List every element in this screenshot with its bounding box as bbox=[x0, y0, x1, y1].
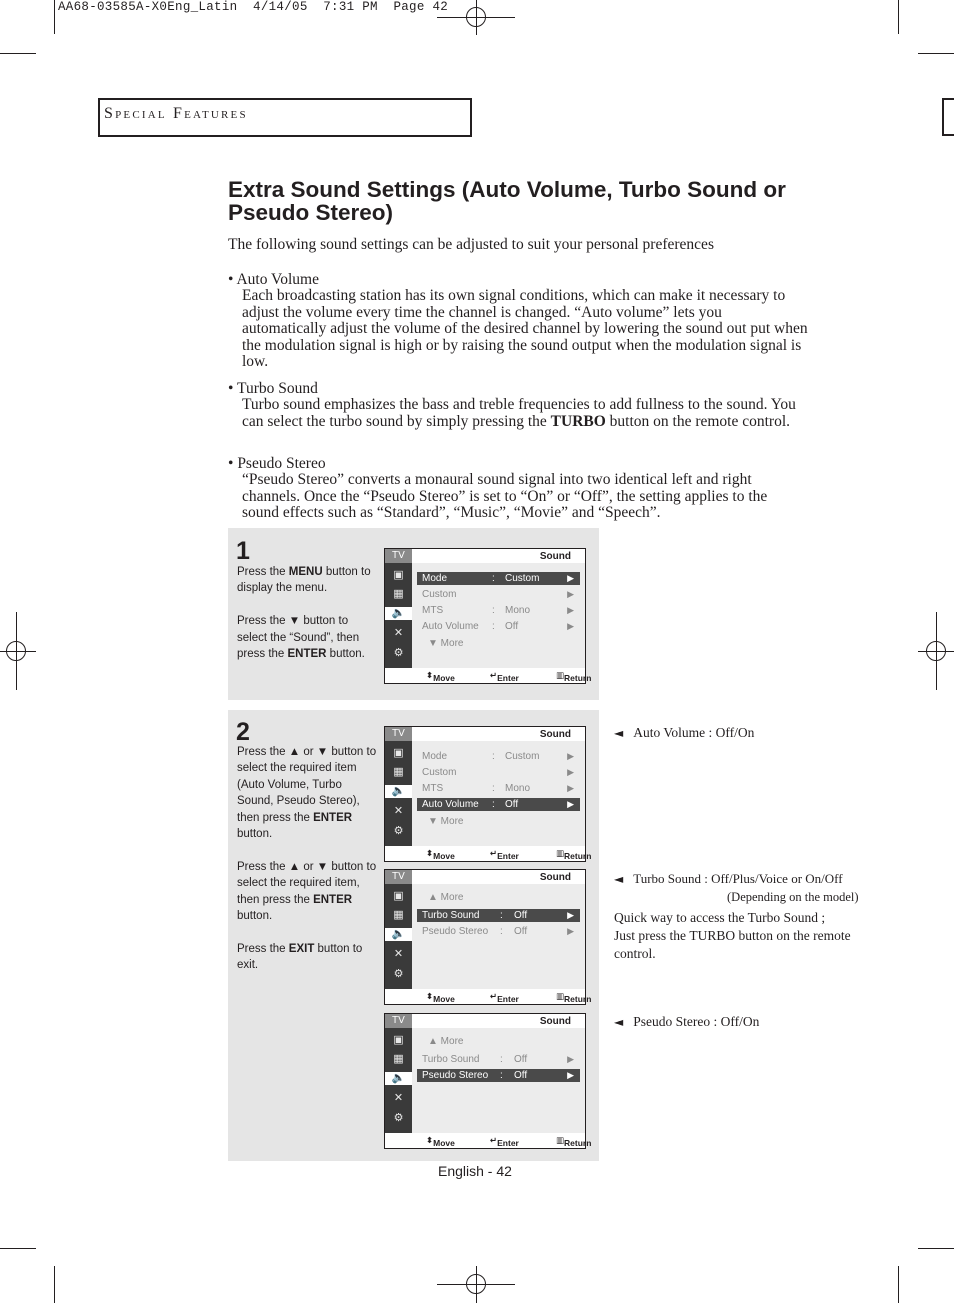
return-hint: ▥ Return bbox=[556, 1135, 592, 1148]
bullet-title: Turbo Sound bbox=[237, 380, 318, 397]
bullet-body: Turbo sound emphasizes the bass and treble frequencies to add fullness to the sound. You can select the turbo sound by simply pressing the TURBO button on the remote control. bbox=[242, 396, 796, 430]
menu-panel bbox=[412, 1028, 585, 1133]
function-menu-icon: ⚙ bbox=[393, 1112, 404, 1124]
menu-title: Sound bbox=[539, 872, 571, 883]
menu-row-pseudo-stereo[interactable]: Pseudo Stereo : Off ▶ bbox=[422, 926, 574, 937]
crop-mark bbox=[54, 0, 55, 34]
more-down-item[interactable]: ▼ More bbox=[428, 638, 464, 649]
crop-mark bbox=[918, 1248, 954, 1249]
menu-row-turbo-sound[interactable]: Turbo Sound : Off ▶ bbox=[422, 1054, 574, 1065]
move-hint: ⬍ Move bbox=[426, 1135, 455, 1148]
menu-title: Sound bbox=[539, 729, 571, 740]
tv-label: TV bbox=[385, 1014, 412, 1028]
bullet-title: Auto Volume bbox=[236, 271, 319, 288]
enter-hint: ↵ Enter bbox=[490, 1135, 519, 1148]
step-number: 2 bbox=[236, 718, 250, 746]
channel-menu-icon: ✕ bbox=[393, 1092, 404, 1104]
more-down-item[interactable]: ▼ More bbox=[428, 816, 464, 827]
menu-footer bbox=[412, 667, 592, 683]
note-turbo-sound: ◄ Turbo Sound : Off/Plus/Voice or On/Off (Depending on the model) Quick way to access the Turbo Sound ; Just press the TURBO button on the remote control. bbox=[614, 871, 859, 961]
menu-panel bbox=[412, 741, 585, 846]
menu-panel bbox=[412, 884, 585, 989]
bullet-turbo-sound: • Turbo Sound Turbo sound emphasizes the bass and treble frequencies to add fullness to the sound. You can select the turbo sound by simply pressing the TURBO button on the remote control. bbox=[228, 380, 808, 430]
tv-label: TV bbox=[385, 870, 412, 884]
move-hint: ⬍ Move bbox=[426, 670, 455, 683]
menu-row-auto-volume[interactable]: Auto Volume : Off ▶ bbox=[422, 621, 574, 632]
bullet-pseudo-stereo: • Pseudo Stereo “Pseudo Stereo” converts a monaural sound signal into two identical left and right channels. Once the “Pseudo Stereo” is set to “On” or “Off”, the setting applies to the sound effects such as “Standard”, “Music”, “Movie” and “Speech”. bbox=[228, 455, 808, 522]
enter-hint: ↵ Enter bbox=[490, 848, 519, 861]
setup-menu-icon: ▦ bbox=[393, 766, 404, 778]
channel-menu-icon: ✕ bbox=[393, 948, 404, 960]
setup-menu-icon: ▦ bbox=[393, 588, 404, 600]
menu-row-mode[interactable]: Mode : Custom ▶ bbox=[417, 572, 580, 585]
menu-row-custom[interactable]: Custom ▶ bbox=[422, 589, 574, 600]
more-up-item[interactable]: ▲ More bbox=[428, 892, 464, 903]
pointer-arrow-icon: ◄ bbox=[614, 726, 624, 740]
crop-mark bbox=[918, 53, 954, 54]
sound-menu-icon: 🔈 bbox=[385, 785, 412, 798]
setup-menu-icon: ▦ bbox=[393, 1053, 404, 1065]
picture-menu-icon: ▣ bbox=[393, 569, 404, 581]
page-heading: Extra Sound Settings (Auto Volume, Turbo Sound or Pseudo Stereo) bbox=[228, 177, 786, 225]
tv-label: TV bbox=[385, 549, 412, 563]
menu-row-auto-volume[interactable]: Auto Volume : Off ▶ bbox=[417, 798, 580, 811]
page-tab-mark bbox=[942, 98, 954, 136]
crop-mark bbox=[0, 1248, 36, 1249]
step-instructions: Press the ▲ or ▼ button to select the required item (Auto Volume, Turbo Sound, Pseudo Stereo), then press the ENTER button. Press the ▲ or ▼ button to select the required item, then press the ENTER button. Press the EXIT button to exit. bbox=[237, 746, 377, 972]
osd-screen-pseudo-stereo bbox=[384, 1013, 592, 1149]
osd-screen-turbo-sound bbox=[384, 869, 592, 1005]
function-menu-icon: ⚙ bbox=[393, 825, 404, 837]
crop-mark bbox=[54, 1266, 55, 1303]
menu-row-turbo-sound[interactable]: Turbo Sound : Off ▶ bbox=[417, 909, 580, 922]
menu-title: Sound bbox=[539, 1016, 571, 1027]
bullet-body: “Pseudo Stereo” converts a monaural sound signal into two identical left and right channels. Once the “Pseudo Stereo” is set to “On” or “Off”, the setting applies to the sound effects such as “Standard”, “Music”, “Movie” and “Speech”. bbox=[242, 471, 768, 521]
bullet-title: Pseudo Stereo bbox=[237, 455, 326, 472]
osd-screen-sound-menu bbox=[384, 548, 592, 684]
note-auto-volume: ◄ Auto Volume : Off/On bbox=[614, 725, 755, 740]
step-number: 1 bbox=[236, 537, 250, 565]
pointer-arrow-icon: ◄ bbox=[614, 1015, 624, 1029]
note-pseudo-stereo: ◄ Pseudo Stereo : Off/On bbox=[614, 1014, 760, 1029]
bullet-auto-volume: • Auto Volume Each broadcasting station has its own signal conditions, which can make it necessary to adjust the volume every time the channel is changed. “Auto volume” lets you automatically adjust the volume of the desired channel by lowering the sound out put when the modulation signal is high or by raising the sound output when the modulation signal is low. bbox=[228, 271, 808, 370]
sound-menu-icon: 🔈 bbox=[385, 1072, 412, 1085]
menu-row-pseudo-stereo[interactable]: Pseudo Stereo : Off ▶ bbox=[417, 1069, 580, 1082]
print-slug: AA68-03585A-X0Eng_Latin 4/14/05 7:31 PM Page 42 bbox=[58, 0, 449, 14]
picture-menu-icon: ▣ bbox=[393, 747, 404, 759]
intro-text: The following sound settings can be adjusted to suit your personal preferences bbox=[228, 236, 714, 253]
pointer-arrow-icon: ◄ bbox=[614, 872, 624, 886]
crop-mark bbox=[898, 1266, 899, 1303]
return-hint: ▥ Return bbox=[556, 670, 592, 683]
menu-row-mts[interactable]: MTS : Mono ▶ bbox=[422, 783, 574, 794]
function-menu-icon: ⚙ bbox=[393, 647, 404, 659]
sound-menu-icon: 🔈 bbox=[385, 607, 412, 620]
channel-menu-icon: ✕ bbox=[393, 805, 404, 817]
picture-menu-icon: ▣ bbox=[393, 1034, 404, 1046]
picture-menu-icon: ▣ bbox=[393, 890, 404, 902]
sound-menu-icon: 🔈 bbox=[385, 928, 412, 941]
menu-row-mode[interactable]: Mode : Custom ▶ bbox=[422, 751, 574, 762]
menu-footer bbox=[412, 845, 592, 861]
return-hint: ▥ Return bbox=[556, 848, 592, 861]
move-hint: ⬍ Move bbox=[426, 848, 455, 861]
tv-label: TV bbox=[385, 727, 412, 741]
crop-mark bbox=[898, 0, 899, 34]
menu-footer bbox=[412, 988, 592, 1004]
return-hint: ▥ Return bbox=[556, 991, 592, 1004]
channel-menu-icon: ✕ bbox=[393, 627, 404, 639]
menu-title: Sound bbox=[539, 551, 571, 562]
more-up-item[interactable]: ▲ More bbox=[428, 1036, 464, 1047]
bullet-body: Each broadcasting station has its own signal conditions, which can make it necessary to adjust the volume every time the channel is changed. “Auto volume” lets you automatically adjust the volume of the desired channel by lowering the sound out put when the modulation signal is high or by raising the sound output when the modulation signal is low. bbox=[242, 287, 808, 370]
move-hint: ⬍ Move bbox=[426, 991, 455, 1004]
section-title: Special Features bbox=[104, 105, 248, 122]
page-number: English - 42 bbox=[438, 1163, 512, 1179]
setup-menu-icon: ▦ bbox=[393, 909, 404, 921]
menu-row-mts[interactable]: MTS : Mono ▶ bbox=[422, 605, 574, 616]
menu-panel bbox=[412, 563, 585, 668]
osd-screen-auto-volume bbox=[384, 726, 592, 862]
menu-row-custom[interactable]: Custom ▶ bbox=[422, 767, 574, 778]
menu-footer bbox=[412, 1132, 592, 1148]
step-instructions: Press the MENU button to display the menu. Press the ▼ button to select the “Sound”, then press the ENTER button. bbox=[237, 566, 371, 661]
crop-mark bbox=[0, 53, 36, 54]
enter-hint: ↵ Enter bbox=[490, 670, 519, 683]
enter-hint: ↵ Enter bbox=[490, 991, 519, 1004]
function-menu-icon: ⚙ bbox=[393, 968, 404, 980]
